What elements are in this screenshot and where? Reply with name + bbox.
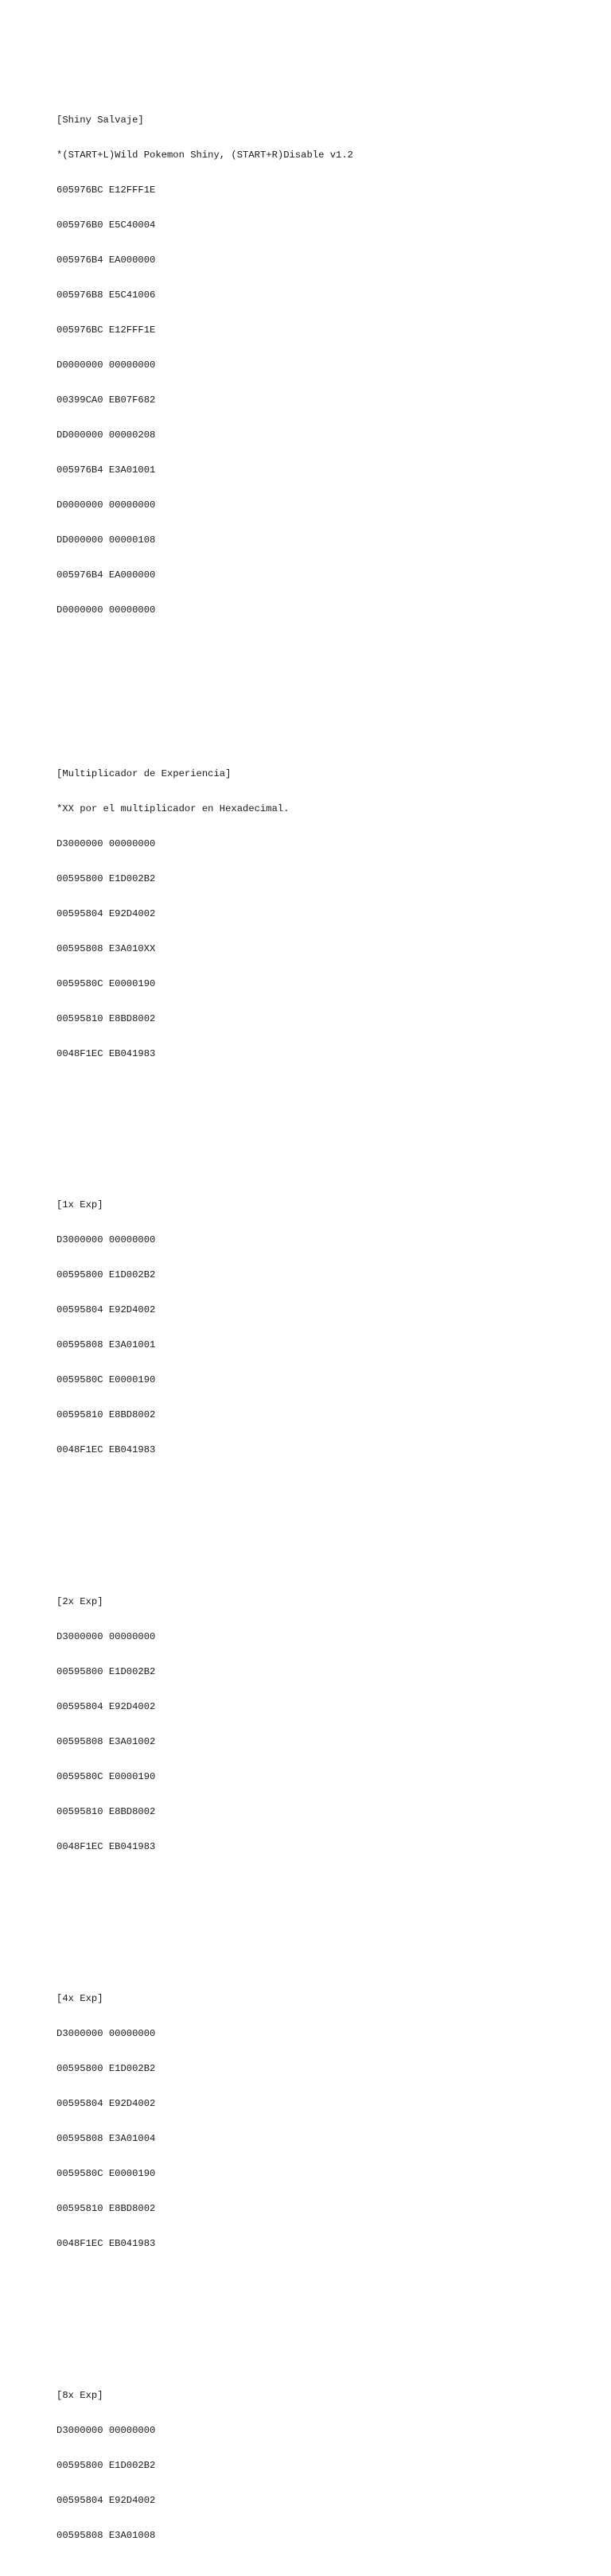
code-line: D3000000 00000000 (56, 1631, 156, 1643)
code-line: 00595810 E8BD8002 (56, 1806, 156, 1818)
code-line: 005976B4 EA000000 (56, 254, 156, 266)
section-title: [8x Exp] (56, 2389, 103, 2401)
code-line: 005976B4 E3A01001 (56, 464, 156, 476)
section-spacer (56, 2308, 353, 2320)
code-section-2x-exp (56, 1573, 353, 1876)
code-line: 00595808 E3A01008 (56, 2529, 156, 2541)
code-line: 0059580C E0000190 (56, 1771, 156, 1783)
code-line: 0059580C E0000190 (56, 977, 156, 989)
code-section-multiplicador-experiencia (56, 744, 353, 1082)
code-line: 00595804 E92D4002 (56, 1304, 156, 1316)
code-line: 00595810 E8BD8002 (56, 1409, 156, 1421)
code-line: 00595800 E1D002B2 (56, 872, 156, 884)
code-section-1x-exp (56, 1176, 353, 1479)
code-section-4x-exp (56, 1969, 353, 2272)
section-title: [Multiplicador de Experiencia] (56, 767, 232, 779)
code-line: 0059580C E0000190 (56, 2167, 156, 2179)
section-spacer (56, 674, 353, 697)
section-title: [Shiny Salvaje] (56, 115, 144, 126)
section-description: *(START+L)Wild Pokemon Shiny, (START+R)Disable v1.2 (56, 150, 353, 161)
code-line: 0048F1EC EB041983 (56, 1444, 156, 1456)
code-line: 005976B0 E5C40004 (56, 220, 156, 231)
code-line: D0000000 00000000 (56, 604, 156, 616)
code-line: 00595808 E3A010XX (56, 942, 156, 954)
section-title: [4x Exp] (56, 1992, 103, 2004)
section-spacer (56, 1514, 353, 1526)
code-line: 0048F1EC EB041983 (56, 1841, 156, 1853)
code-line: 0048F1EC EB041983 (56, 1047, 156, 1059)
code-line: 00595810 E8BD8002 (56, 1012, 156, 1024)
code-line: 005976B8 E5C41006 (56, 289, 156, 301)
code-line: 005976B4 EA000000 (56, 569, 156, 581)
code-line: D0000000 00000000 (56, 499, 156, 511)
code-line: 00595804 E92D4002 (56, 2097, 156, 2109)
code-line: 00595804 E92D4002 (56, 2494, 156, 2506)
code-line: 00595808 E3A01004 (56, 2132, 156, 2144)
section-title: [1x Exp] (56, 1199, 103, 1211)
code-line: 00595800 E1D002B2 (56, 1269, 156, 1281)
code-line: 00595808 E3A01001 (56, 1339, 156, 1351)
code-line: 0048F1EC EB041983 (56, 2237, 156, 2249)
code-line: 00595800 E1D002B2 (56, 2459, 156, 2471)
code-line: D3000000 00000000 (56, 2027, 156, 2039)
code-section-shiny-salvaje (56, 91, 353, 639)
code-line: 00595800 E1D002B2 (56, 2062, 156, 2074)
section-spacer (56, 1911, 353, 1923)
code-line: DD000000 00000108 (56, 534, 156, 546)
code-line: 605976BC E12FFF1E (56, 185, 156, 196)
code-line: 00595800 E1D002B2 (56, 1666, 156, 1678)
code-line: DD000000 00000208 (56, 429, 156, 441)
code-line: D3000000 00000000 (56, 837, 156, 849)
code-line: D0000000 00000000 (56, 359, 156, 371)
code-line: 00595810 E8BD8002 (56, 2202, 156, 2214)
code-line: 00399CA0 EB07F682 (56, 394, 156, 406)
code-section-8x-exp (56, 2366, 353, 2564)
code-line: D3000000 00000000 (56, 2424, 156, 2436)
code-line: 0059580C E0000190 (56, 1374, 156, 1386)
code-line: 00595804 E92D4002 (56, 907, 156, 919)
code-line: 00595808 E3A01002 (56, 1736, 156, 1748)
section-spacer (56, 1118, 353, 1130)
code-line: D3000000 00000000 (56, 1234, 156, 1246)
code-line: 005976BC E12FFF1E (56, 324, 156, 336)
code-line: 00595804 E92D4002 (56, 1701, 156, 1713)
section-title: [2x Exp] (56, 1596, 103, 1608)
document-body (56, 56, 353, 2576)
section-description: *XX por el multiplicador en Hexadecimal. (56, 802, 290, 814)
